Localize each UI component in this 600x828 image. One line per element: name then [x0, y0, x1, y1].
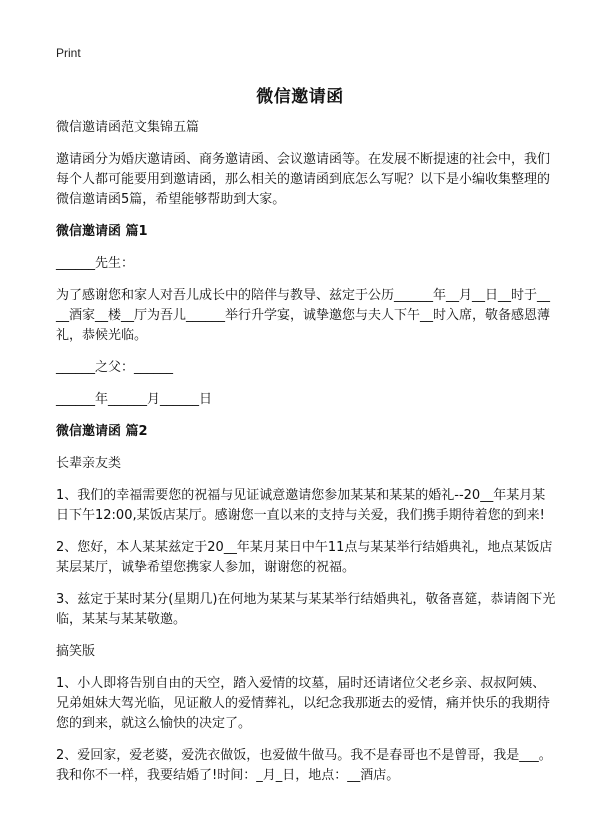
- list-item: 2、爱回家，爱老婆，爱洗衣做饭，也爱做牛做马。我不是春哥也不是曾哥，我是___。我和你不一样，我要结婚了!时间：_月_日，地点：__酒店。: [56, 748, 552, 783]
- list-item: 1、我们的幸福需要您的祝福与见证诚意邀请您参加某某和某某的婚礼--20__年某月某日下午12:00,某饭店某厅。感谢您一直以来的支持与关爱，我们携手期待着您的到来!: [56, 488, 546, 523]
- print-link[interactable]: Print: [56, 46, 81, 60]
- category-label: 搞笑版: [56, 644, 96, 659]
- salutation: ______先生：: [56, 256, 135, 271]
- invitation-paragraph: 为了感谢您和家人对吾儿成长中的陪伴与教导、兹定于公历______年__月__日__时于____酒家__楼__厅为吾儿______举行升学宴，诚挚邀您与夫人下午__时入席，敬备感恩薄礼，恭候光临。: [56, 288, 551, 343]
- document-body: [56, 118, 556, 798]
- list-item: 2、您好，本人某某兹定于20__年某月某日中午11点与某某举行结婚典礼，地点某饭店某层某厅，诚挚希望您携家人参加，谢谢您的祝福。: [56, 540, 553, 575]
- subtitle: 微信邀请函范文集锦五篇: [56, 120, 200, 135]
- list-item: 3、兹定于某时某分(星期几)在何地为某某与某某举行结婚典礼，敬备喜筵，恭请阁下光临，某某与某某敬邀。: [56, 592, 556, 627]
- section-heading-1: 微信邀请函 篇1: [56, 224, 148, 239]
- list-item: 1、小人即将告别自由的天空，踏入爱情的坟墓，届时还请诸位父老乡亲、叔叔阿姨、兄弟姐妹大驾光临，见证敝人的爱情葬礼，以纪念我那逝去的爱情，痛并快乐的我期待您的到来，就这么愉快的决定了。: [56, 676, 551, 731]
- date-line: ______年______月______日: [56, 392, 213, 407]
- intro-paragraph: 邀请函分为婚庆邀请函、商务邀请函、会议邀请函等。在发展不断提速的社会中，我们每个人都可能要用到邀请函，那么相关的邀请函到底怎么写呢？以下是小编收集整理的微信邀请函5篇，希望能够帮助到大家。: [56, 152, 551, 207]
- category-label: 长辈亲友类: [56, 456, 122, 471]
- signature-line: ______之父：______: [56, 360, 174, 375]
- section-heading-2: 微信邀请函 篇2: [56, 424, 148, 439]
- page-title: 微信邀请函: [256, 87, 344, 107]
